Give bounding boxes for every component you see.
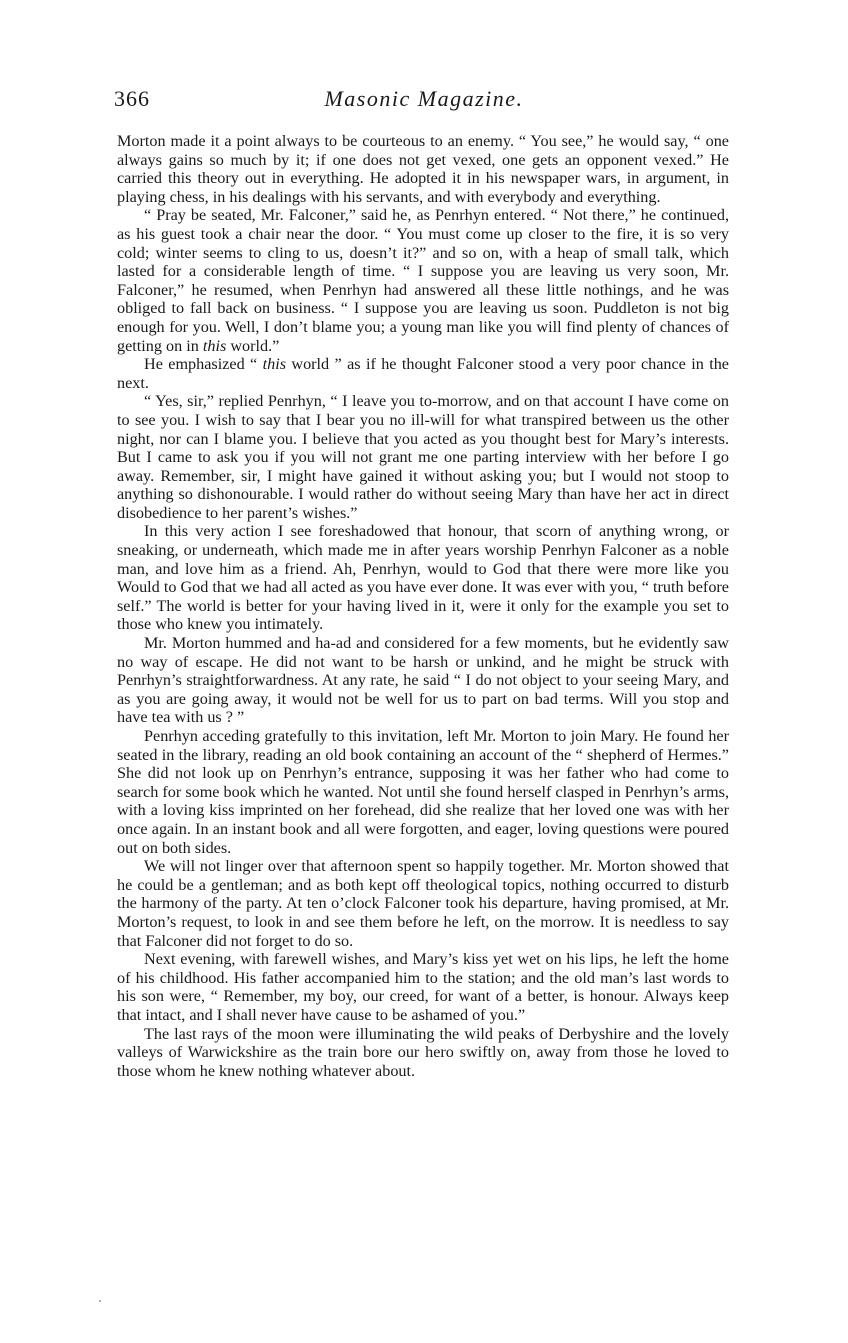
body-text	[117, 132, 729, 1080]
page-header	[114, 86, 734, 116]
emphasis-this: this	[262, 355, 286, 374]
paragraph-5: In this very action I see foreshadowed that honour, that scorn of anything wrong, or sneaking, or underneath, which made me in after years worship Penrhyn Falconer as a noble man, and love him as a friend. Ah, Penrhyn, would to God that there were more like you Would to God that we had all acted as you have ever done. It was ever with you, “ truth before self.” The world is better for your having lived in it, were it only for the example you set to those who knew you intimately.	[117, 522, 729, 634]
paragraph-7: Penrhyn acceding gratefully to this invitation, left Mr. Morton to join Mary. He found her seated in the library, reading an old book containing an account of the “ shepherd of Hermes.” She did not look up on Penrhyn’s entrance, supposing it was her father who had come to search for some book which he wanted. Not until she found herself clasped in Penrhyn’s arms, with a loving kiss imprinted on her forehead, did she realize that her loved one was with her once again. In an instant book and all were forgotten, and eager, loving questions were poured out on both sides.	[117, 727, 729, 857]
page-number: 366	[114, 86, 150, 111]
paragraph-6: Mr. Morton hummed and ha-ad and considered for a few moments, but he evidently saw no way of escape. He did not want to be harsh or unkind, and he might be struck with Penrhyn’s straightforwardness. At any rate, he said “ I do not object to your seeing Mary, and as you are going away, it would not be well for us to part on bad terms. Will you stop and have tea with us ? ”	[117, 634, 729, 727]
paragraph-1: Morton made it a point always to be courteous to an enemy. “ You see,” he would say, “ one always gains so much by it; if one does not get vexed, one gets an opponent vexed.” He carried this theory out in everything. He adopted it in his newspaper wars, in argument, in playing chess, in his dealings with his servants, and with everybody and everything.	[117, 132, 729, 206]
paragraph-9: Next evening, with farewell wishes, and Mary’s kiss yet wet on his lips, he left the home of his childhood. His father accompanied him to the station; and the old man’s last words to his son were, “ Remember, my boy, our creed, for want of a better, is honour. Always keep that intact, and I shall never have cause to be ashamed of you.”	[117, 950, 729, 1024]
paragraph-3: He emphasized “ this world ” as if he thought Falconer stood a very poor chance in the next.	[117, 355, 729, 392]
paragraph-10: The last rays of the moon were illuminating the wild peaks of Derbyshire and the lovely valleys of Warwickshire as the train bore our hero swiftly on, away from those he loved to those whom he knew nothing whatever about.	[117, 1024, 729, 1080]
paragraph-4: “ Yes, sir,” replied Penrhyn, “ I leave you to-morrow, and on that account I have come on to see you. I wish to say that I bear you no ill-will for what transpired between us the other night, nor can I blame you. I believe that you acted as you thought best for Mary’s interests. But I came to ask you if you will not grant me one parting interview with her before I go away. Remember, sir, I might have gained it without asking you; but I would not stoop to anything so dishonourable. I would rather do without seeing Mary than have her act in direct disobedience to her parent’s wishes.”	[117, 392, 729, 522]
running-title: Masonic Magazine.	[324, 86, 524, 111]
emphasis-this: this	[202, 336, 227, 355]
paragraph-2: “ Pray be seated, Mr. Falconer,” said he, as Penrhyn entered. “ Not there,” he continued, as his guest took a chair near the door. “ You must come up closer to the fire, it is so very cold; winter seems to cling to us, doesn’t it?” and so on, with a heap of small talk, which lasted for a considerable length of time. “ I suppose you are leaving us very soon, Mr. Falconer,” he resumed, when Penrhyn had answered all these little nothings, and he was obliged to fall back on business. “ I suppose you are leaving us soon. Puddleton is not big enough for you. Well, I don’t blame you; a young man like you will find plenty of chances of getting on in this world.”	[117, 206, 729, 355]
paragraph-8: We will not linger over that afternoon spent so happily together. Mr. Morton showed that he could be a gentleman; and as both kept off theological topics, nothing occurred to disturb the harmony of the party. At ten o’clock Falconer took his departure, having promised, at Mr. Morton’s request, to look in and see them before he left, on the morrow. It is needless to say that Falconer did not forget to do so.	[117, 857, 729, 950]
margin-speck	[99, 1300, 101, 1302]
